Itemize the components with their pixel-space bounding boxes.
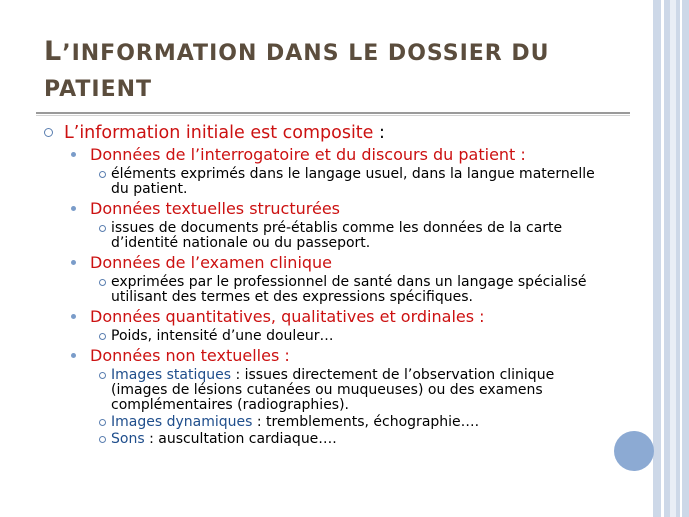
bullet-dot-icon [71,206,76,211]
bullet-dot-icon [71,152,76,157]
side-stripe [661,0,664,517]
item-highlight: Sons [111,431,145,447]
item-highlight: Images dynamiques [111,414,253,430]
small-hollow-bullet-icon [99,436,106,443]
list-item [44,221,604,251]
item-text: issues de documents pré-établis comme les données de la carte d’identité nationale ou du passeport. [111,220,563,251]
section-heading-text: Données textuelles structurées [90,199,341,218]
section-heading [44,253,604,273]
section-heading-text: Données non textuelles : [90,346,290,365]
list-item [44,415,604,430]
section-heading-text: Données de l’interrogatoire et du discours du patient : [90,145,526,164]
side-stripe [670,0,676,517]
section-heading [44,145,604,165]
list-item [44,368,604,413]
section-heading [44,307,604,327]
bullet-dot-icon [71,314,76,319]
small-hollow-bullet-icon [99,279,106,286]
title-rest: ’INFORMATION DANS LE DOSSIER DU [62,41,550,66]
list-item [44,432,604,447]
item-highlight: Images statiques [111,367,231,383]
title-line2: PATIENT [44,77,153,102]
intro-bullet [44,122,604,144]
list-item [44,329,604,344]
small-hollow-bullet-icon [99,372,106,379]
section-list [44,145,604,447]
title-first-letter: L [44,36,63,67]
small-hollow-bullet-icon [99,171,106,178]
bullet-dot-icon [71,353,76,358]
hollow-bullet-icon [44,128,53,137]
section-heading-text: Données de l’examen clinique [90,253,333,272]
intro-label: L’information initiale est composite [64,123,374,143]
item-text: exprimées par le professionnel de santé dans un langage spécialisé utilisant des termes et des expressions spécifiques. [111,274,587,305]
decorative-side-band [653,0,689,517]
title-divider [36,112,630,114]
item-text: Poids, intensité d’une douleur… [111,328,334,344]
section-heading [44,199,604,219]
small-hollow-bullet-icon [99,333,106,340]
intro-suffix: : [373,123,385,143]
section-heading-text: Données quantitatives, qualitatives et ordinales : [90,307,485,326]
slide-title [44,34,644,108]
item-text: : auscultation cardiaque…. [144,431,337,447]
list-item [44,275,604,305]
item-text: : tremblements, échographie…. [252,414,480,430]
item-text: éléments exprimés dans le langage usuel, dans la langue maternelle du patient. [111,166,595,197]
bullet-dot-icon [71,260,76,265]
small-hollow-bullet-icon [99,225,106,232]
item-text: : issues directement de l’observation clinique (images de lésions cutanées ou muqueuses) ou des examens complémentaires (radiographies). [111,367,555,413]
slide-content [44,120,604,449]
small-hollow-bullet-icon [99,419,106,426]
title-divider-shadow [36,115,630,116]
decorative-circle [614,431,654,471]
side-stripe [680,0,682,517]
section-heading [44,346,604,366]
list-item [44,167,604,197]
